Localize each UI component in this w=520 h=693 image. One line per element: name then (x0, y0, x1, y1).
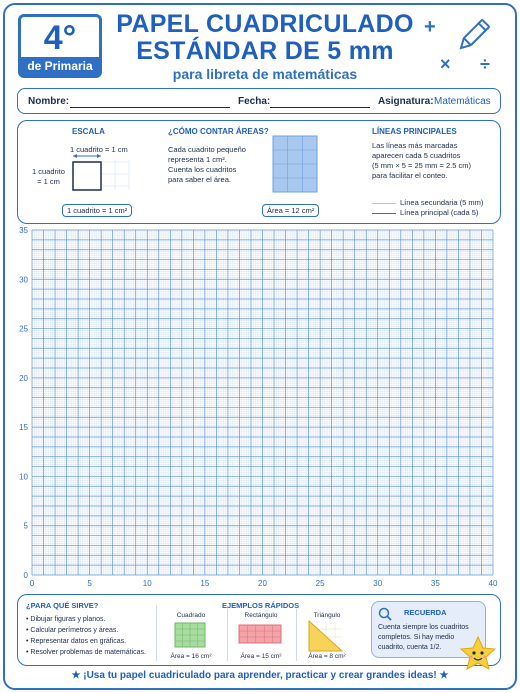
pencil-icon (456, 18, 490, 54)
x-tick-label: 10 (142, 579, 152, 588)
list-item: • Resolver problemas de matemáticas. (26, 647, 146, 658)
example-triangle-area: Área = 8 cm² (308, 653, 346, 660)
info-panel (17, 120, 501, 224)
x-tick-label: 0 (29, 579, 35, 588)
bottom-panel (17, 594, 501, 666)
y-tick-label: 25 (19, 324, 28, 334)
example-triangle-name: Triángulo (313, 612, 341, 619)
legend-secondary: Línea secundaria (5 mm) (400, 198, 484, 207)
scale-pill: 1 cuadrito = 1 cm² (62, 204, 132, 217)
footer (0, 670, 520, 681)
list-item: • Calcular perímetros y áreas. (26, 625, 146, 636)
star-mascot-icon (458, 635, 498, 671)
magnifier-icon (378, 607, 392, 621)
list-item: • Representar datos en gráficas. (26, 636, 146, 647)
uses-heading: ¿PARA QUÉ SIRVE? (26, 601, 99, 610)
reminder-text: Cuenta siempre los cuadritos completos. Si hay medio cuadrito, cuenta 1/2. (378, 624, 469, 651)
date-field[interactable] (270, 107, 370, 108)
secondary-line-sample (372, 203, 396, 204)
reminder-heading: RECUERDA (404, 608, 447, 617)
name-field[interactable] (70, 107, 230, 108)
lines-text: Las líneas más marcadas aparecen cada 5 cuadritos (5 mm × 5 = 25 mm = 2.5 cm) para facilitar el conteo. (372, 141, 471, 180)
y-tick-label: 0 (23, 571, 28, 580)
area-example-grid (272, 135, 318, 193)
area-pill: Área = 12 cm² (262, 204, 319, 217)
grade-label: de Primaria (21, 57, 99, 75)
scale-diagram (71, 152, 131, 192)
example-triangle (308, 620, 344, 652)
divide-icon: ÷ (480, 54, 490, 74)
y-tick-label: 35 (19, 226, 28, 235)
lines-heading: LÍNEAS PRINCIPALES (372, 127, 457, 136)
grade-badge (18, 14, 102, 78)
times-icon: × (440, 54, 451, 74)
y-tick-label: 10 (19, 472, 28, 482)
x-tick-label: 40 (488, 579, 498, 588)
example-rectangle-name: Rectángulo (244, 612, 278, 619)
name-label: Nombre: (28, 96, 70, 107)
y-tick-label: 20 (19, 373, 28, 383)
x-tick-label: 30 (373, 579, 383, 588)
legend-primary: Línea principal (cada 5) (400, 208, 479, 217)
x-tick-label: 20 (258, 579, 267, 588)
x-tick-label: 25 (315, 579, 325, 588)
divider (296, 609, 297, 661)
y-tick-label: 5 (23, 521, 28, 531)
grade-number: 4° (43, 19, 77, 57)
example-square-name: Cuadrado (176, 612, 206, 619)
example-rectangle (238, 624, 282, 644)
example-square (174, 622, 206, 648)
star-icon: ★ (439, 670, 449, 681)
page-title-line2: ESTÁNDAR DE 5 mm (136, 37, 394, 65)
page-title-line1: PAPEL CUADRICULADO (116, 10, 414, 38)
area-text: Cada cuadrito pequeño representa 1 cm². Cuenta los cuadritos para saber el área. (168, 145, 246, 184)
star-icon: ★ (71, 670, 81, 681)
example-square-area: Área = 16 cm² (170, 653, 212, 660)
list-item: • Dibujar figuras y planos. (26, 614, 146, 625)
plus-icon: + (424, 16, 436, 38)
examples-heading: EJEMPLOS RÁPIDOS (222, 601, 300, 610)
subject-value: Matemáticas (434, 96, 491, 107)
scale-heading: ESCALA (72, 127, 105, 136)
x-tick-label: 15 (200, 579, 210, 588)
grid-area (0, 226, 520, 594)
scale-side-label: 1 cuadrito = 1 cm (32, 167, 65, 186)
divider (156, 605, 157, 661)
page-subtitle: para libreta de matemáticas (172, 66, 358, 82)
area-heading: ¿CÓMO CONTAR ÁREAS? (168, 127, 269, 136)
date-label: Fecha: (238, 96, 271, 107)
divider (227, 609, 228, 661)
student-info-row (17, 88, 501, 114)
uses-list (26, 614, 146, 658)
scale-top-label: 1 cuadrito = 1 cm (70, 145, 128, 154)
x-tick-label: 5 (87, 579, 92, 588)
graph-paper-grid[interactable] (0, 226, 520, 594)
example-rectangle-area: Área = 15 cm² (240, 653, 282, 660)
subject-label: Asignatura: (378, 96, 434, 107)
y-tick-label: 30 (19, 275, 28, 285)
y-tick-label: 15 (19, 423, 28, 433)
x-tick-label: 35 (430, 579, 440, 588)
footer-text: ¡Usa tu papel cuadriculado para aprender, practicar y crear grandes ideas! (83, 670, 437, 681)
primary-line-sample (372, 213, 396, 214)
